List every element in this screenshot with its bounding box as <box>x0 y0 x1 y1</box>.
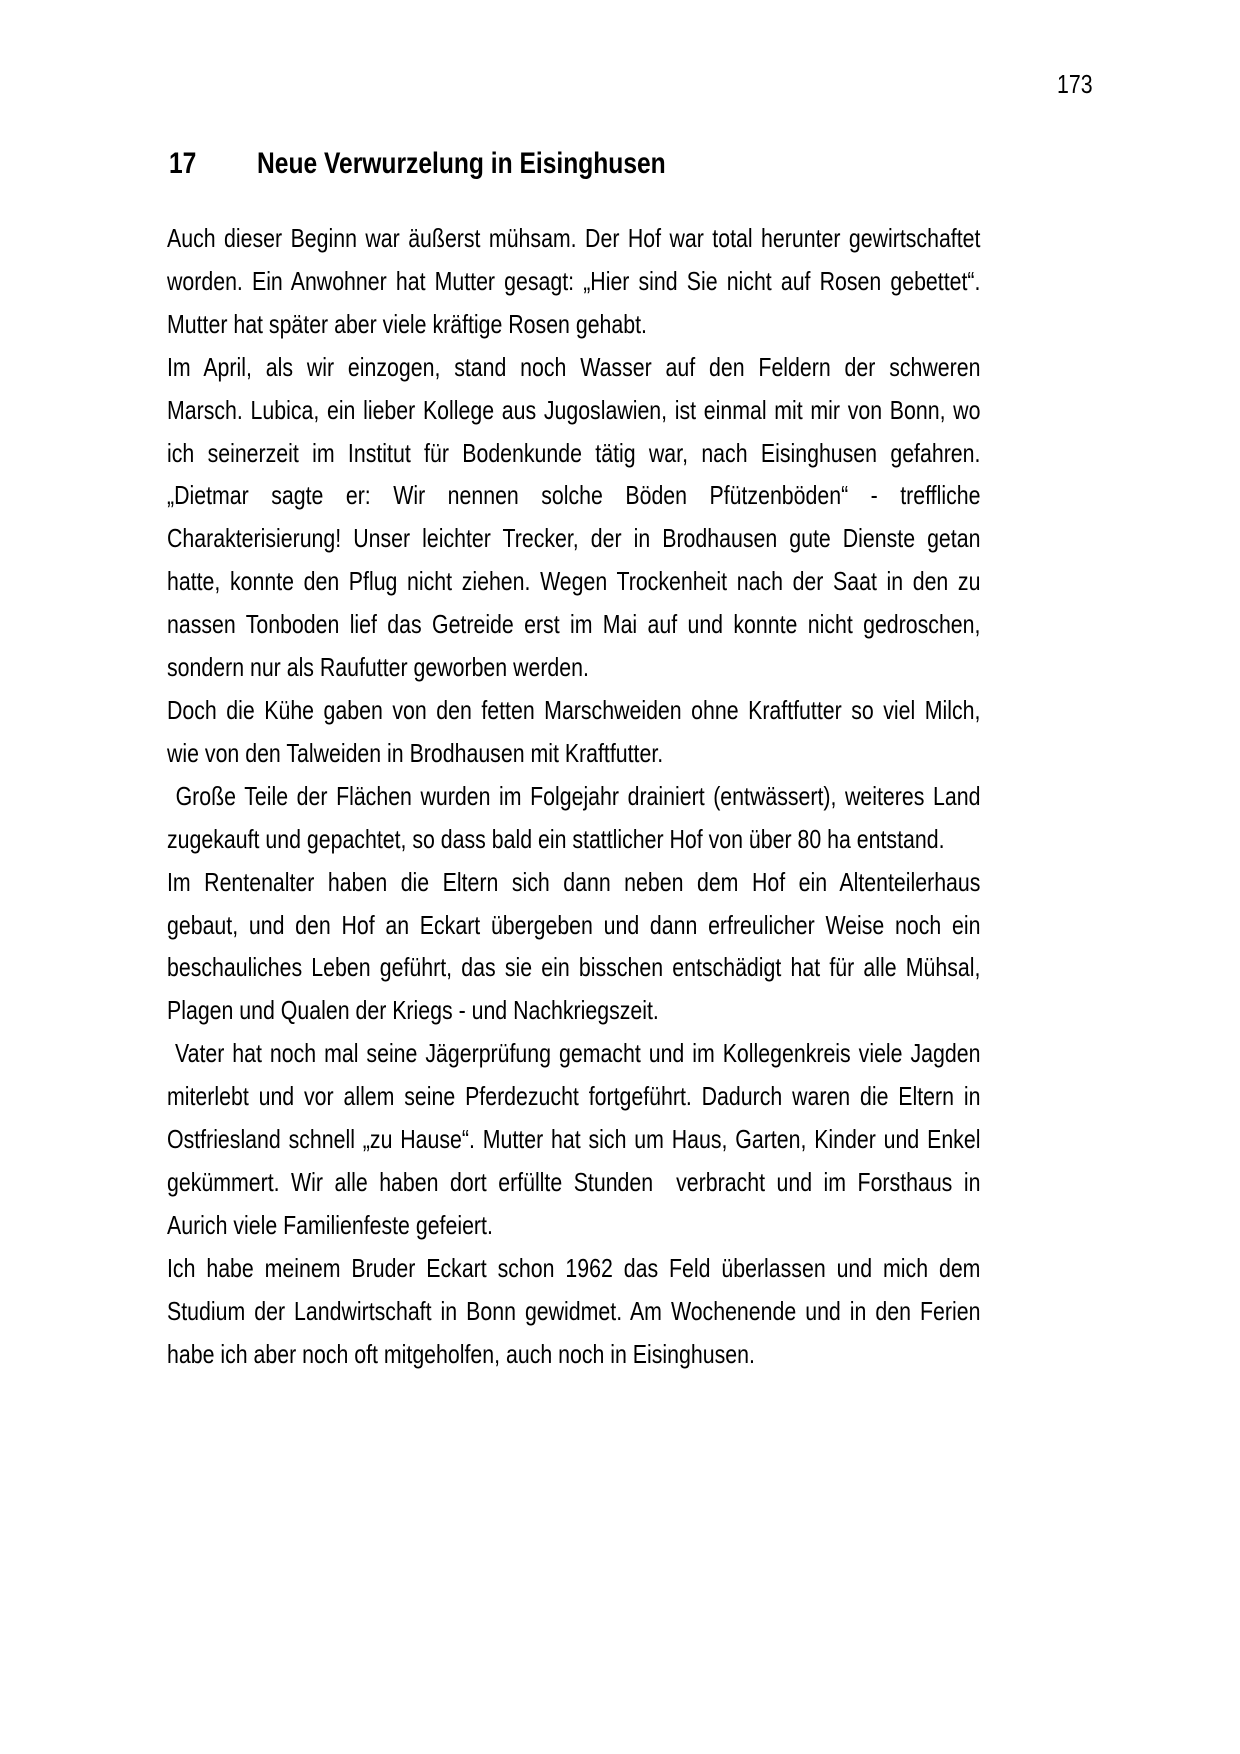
paragraph <box>167 689 980 775</box>
text-line: Große Teile der Flächen wurden im Folgejahr drainiert (entwässert), weiteres Land <box>167 780 981 811</box>
text-line: sondern nur als Raufutter geworben werden. <box>167 652 589 683</box>
text-line: gekümmert. Wir alle haben dort erfüllte Stunden verbracht und im Forsthaus in <box>167 1166 981 1197</box>
text-line: Auch dieser Beginn war äußerst mühsam. Der Hof war total herunter gewirtschaftet <box>167 223 981 253</box>
text-line: habe ich aber noch oft mitgeholfen, auch noch in Eisinghusen. <box>167 1338 755 1369</box>
paragraph <box>167 1032 980 1247</box>
text-line: nassen Tonboden lief das Getreide erst im Mai auf und konnte nicht gedroschen, <box>167 609 981 640</box>
text-line: Ich habe meinem Bruder Eckart schon 1962 das Feld überlassen und mich dem <box>167 1252 981 1283</box>
chapter-heading <box>0 147 1240 187</box>
text-line: Charakterisierung! Unser leichter Trecker, der in Brodhausen gute Dienste getan <box>167 523 981 554</box>
paragraph <box>167 861 980 1033</box>
text-line: Im Rentenalter haben die Eltern sich dann neben dem Hof ein Altenteilerhaus <box>167 866 981 897</box>
text-line: miterlebt und vor allem seine Pferdezucht fortgeführt. Dadurch waren die Eltern in <box>167 1081 981 1112</box>
paragraph <box>167 775 980 861</box>
paragraph <box>167 217 980 346</box>
text-line: zugekauft und gepachtet, so dass bald ein stattlicher Hof von über 80 ha entstand. <box>167 823 945 854</box>
paragraph <box>167 346 980 689</box>
chapter-title: Neue Verwurzelung in Eisinghusen <box>257 147 666 180</box>
chapter-number: 17 <box>169 147 197 180</box>
text-line: Plagen und Qualen der Kriegs - und Nachkriegszeit. <box>167 995 659 1026</box>
body-text <box>167 217 980 1375</box>
page-number: 173 <box>1057 69 1093 99</box>
text-line: worden. Ein Anwohner hat Mutter gesagt: „Hier sind Sie nicht auf Rosen gebettet“. <box>167 265 981 296</box>
text-line: beschauliches Leben geführt, das sie ein bisschen entschädigt hat für alle Mühsal, <box>167 952 981 983</box>
text-line: Ostfriesland schnell „zu Hause“. Mutter hat sich um Haus, Garten, Kinder und Enkel <box>167 1124 981 1155</box>
text-line: Vater hat noch mal seine Jägerprüfung gemacht und im Kollegenkreis viele Jagden <box>167 1038 981 1069</box>
text-line: hatte, konnte den Pflug nicht ziehen. Wegen Trockenheit nach der Saat in den zu <box>167 566 981 597</box>
text-line: Aurich viele Familienfeste gefeiert. <box>167 1209 493 1240</box>
text-line: „Dietmar sagte er: Wir nennen solche Böden Pfützenböden“ - treffliche <box>167 480 981 511</box>
text-line: Marsch. Lubica, ein lieber Kollege aus Jugoslawien, ist einmal mit mir von Bonn, wo <box>167 394 981 425</box>
text-line: Im April, als wir einzogen, stand noch Wasser auf den Feldern der schweren <box>167 351 981 382</box>
text-line: Mutter hat später aber viele kräftige Rosen gehabt. <box>167 308 647 339</box>
paragraph <box>167 1247 980 1376</box>
text-line: wie von den Talweiden in Brodhausen mit Kraftfutter. <box>167 737 664 768</box>
text-line: ich seinerzeit im Institut für Bodenkunde tätig war, nach Eisinghusen gefahren. <box>167 437 981 468</box>
text-line: Doch die Kühe gaben von den fetten Marschweiden ohne Kraftfutter so viel Milch, <box>167 694 981 725</box>
text-line: gebaut, und den Hof an Eckart übergeben und dann erfreulicher Weise noch ein <box>167 909 981 940</box>
text-line: Studium der Landwirtschaft in Bonn gewidmet. Am Wochenende und in den Ferien <box>167 1295 981 1326</box>
